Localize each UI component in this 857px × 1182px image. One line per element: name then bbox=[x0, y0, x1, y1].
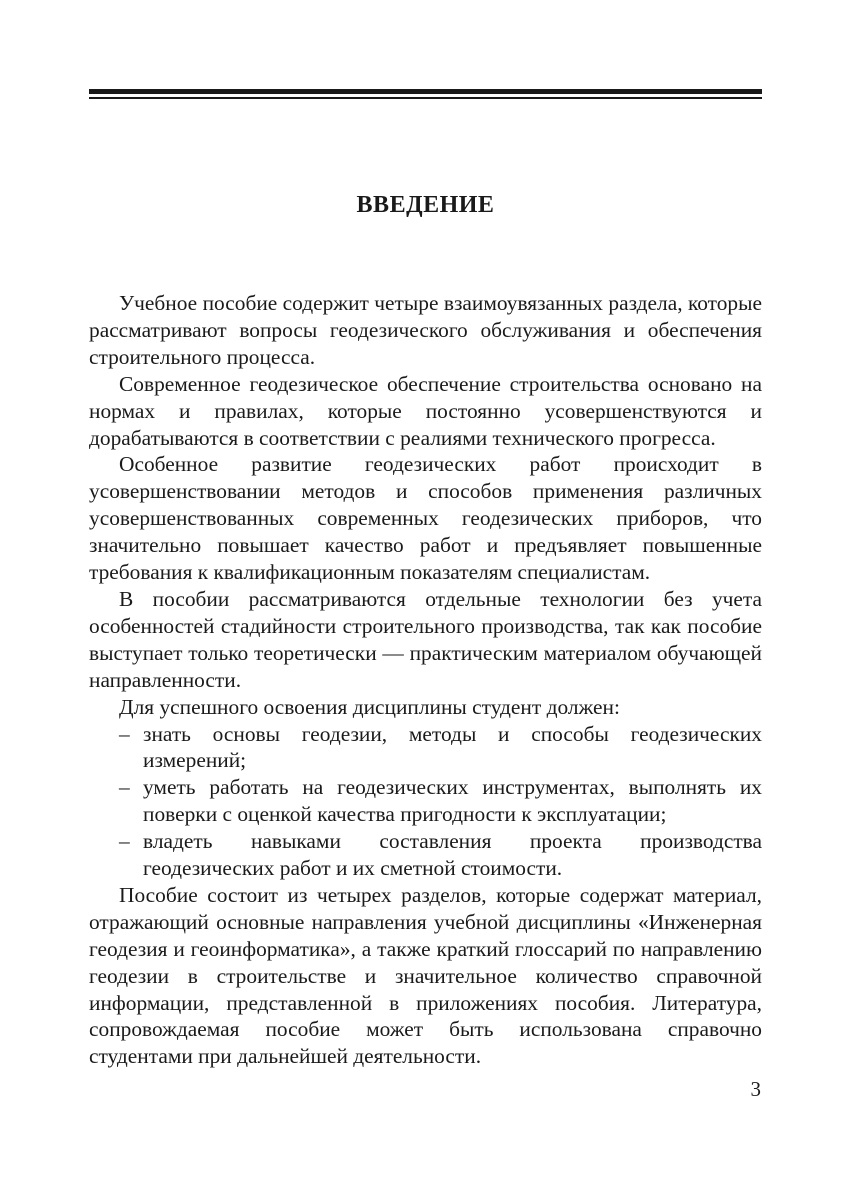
list-item-text: владеть навыками составления проекта производства геодезических работ и их сметной стоимости. bbox=[143, 829, 762, 881]
list-marker: – bbox=[119, 829, 130, 854]
paragraph: Для успешного освоения дисциплины студент должен: bbox=[119, 694, 620, 719]
closing-paragraph: Пособие состоит из четырех разделов, которые содержат материал, отражающий основные направления учебной дисциплины «Инженерная геодезия и геоинформатика», а также краткий глоссарий по направлению геодезии в строительстве и значительное количество справочной информации, представленной в приложениях пособия. Литература, сопровождаемая пособие может быть использована справочно студентами при дальнейшей деятельности. bbox=[89, 882, 762, 1069]
list-marker: – bbox=[119, 775, 130, 800]
list-item bbox=[89, 721, 762, 775]
paragraph: Учебное пособие содержит четыре взаимоувязанных раздела, которые рассматривают вопросы геодезического обслуживания и обеспечения строительного процесса. bbox=[89, 291, 762, 369]
list-item-text: знать основы геодезии, методы и способы геодезических измерений; bbox=[143, 721, 762, 773]
header-rule-thick bbox=[89, 89, 762, 94]
paragraph: Особенное развитие геодезических работ происходит в усовершенствовании методов и способов применения различных усовершенствованных современных геодезических приборов, что значительно повышает качество работ и предъявляет повышенные требования к квалификационным показателям специалистам. bbox=[89, 452, 762, 585]
header-rule-thin bbox=[89, 97, 762, 99]
paragraph: Современное геодезическое обеспечение строительства основано на нормах и правилах, которые постоянно усовершенствуются и дорабатываются в соответствии с реалиями технического прогресса. bbox=[89, 371, 762, 450]
body-text bbox=[89, 290, 762, 1070]
list-item bbox=[89, 774, 762, 828]
list-marker: – bbox=[119, 721, 130, 746]
list-item-text: уметь работать на геодезических инструментах, выполнять их поверки с оценкой качества пригодности к эксплуатации; bbox=[143, 775, 762, 827]
page-number: 3 bbox=[750, 1077, 761, 1101]
paragraph: В пособии рассматриваются отдельные технологии без учета особенностей стадийности строительного производства, так как пособие выступает только теоретически — практическим материалом обучающей направленности. bbox=[89, 586, 762, 692]
chapter-heading: ВВЕДЕНИЕ bbox=[356, 192, 495, 218]
list-item bbox=[89, 828, 762, 882]
